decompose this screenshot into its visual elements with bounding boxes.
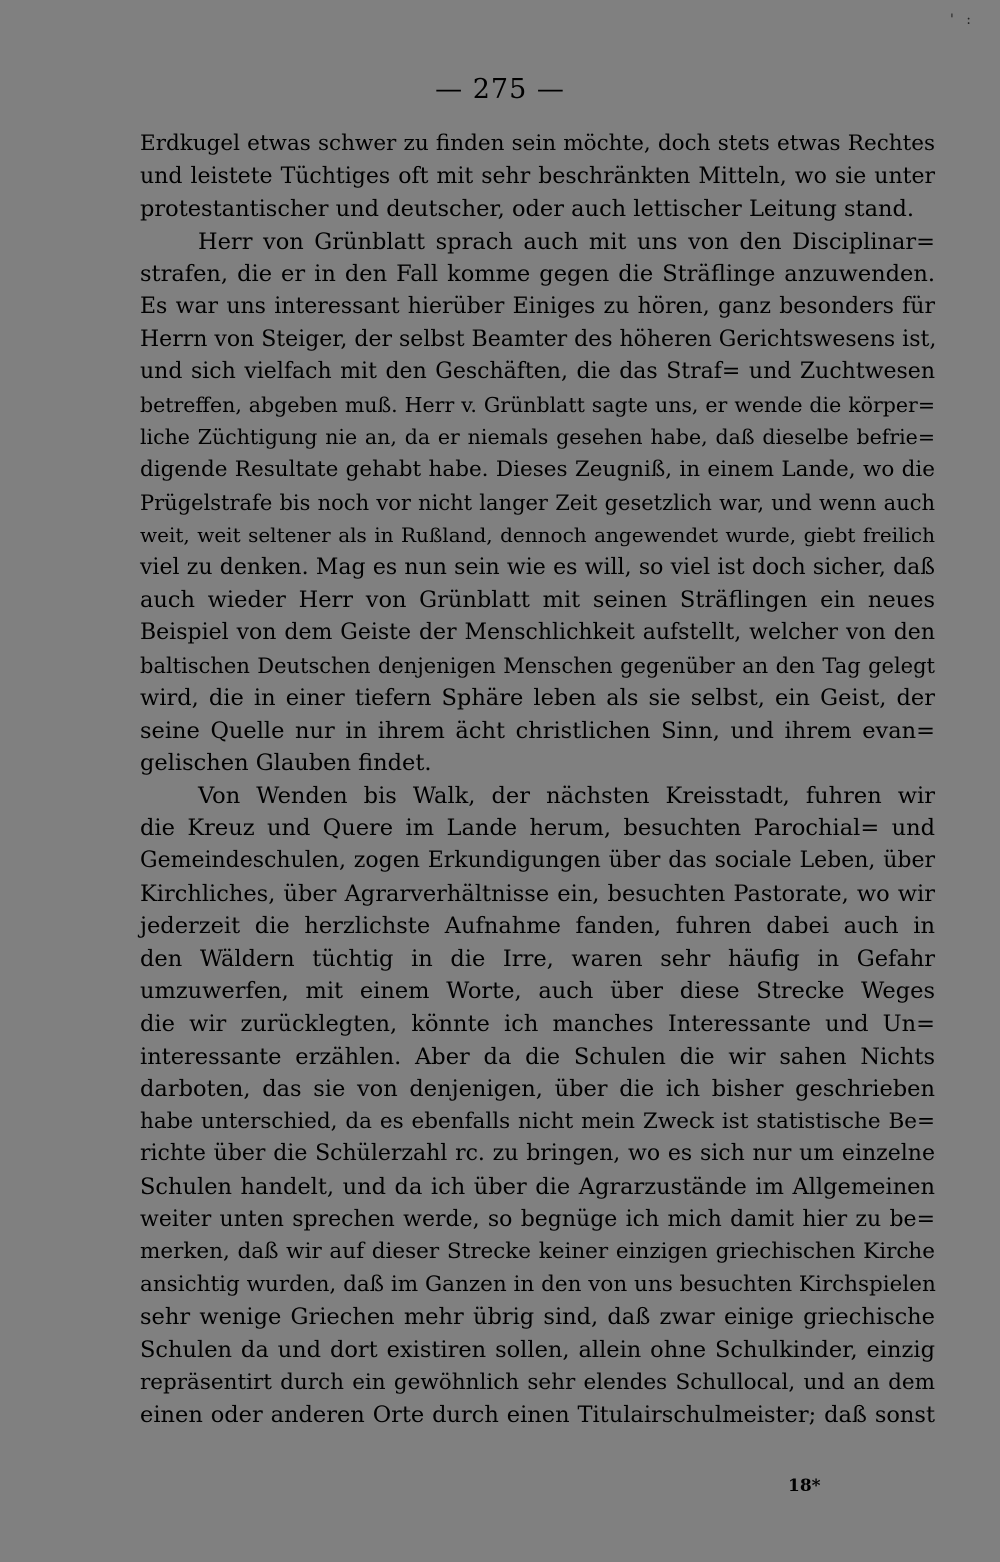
- text-line: habe unterschied, da es ebenfalls nicht mein Zweck ist statistische Be=: [140, 1108, 935, 1134]
- page-number: — 275 —: [435, 74, 565, 105]
- text-line: merken, daß wir auf dieser Strecke keiner einzigen griechischen Kirche: [140, 1239, 935, 1265]
- text-line: umzuwerfen, mit einem Worte, auch über diese Strecke Weges: [140, 978, 935, 1005]
- text-line: auch wieder Herr von Grünblatt mit seinen Sträflingen ein neues: [140, 587, 935, 614]
- text-line: Erdkugel etwas schwer zu finden sein möchte, doch stets etwas Rechtes: [140, 131, 935, 156]
- text-line: gelischen Glauben findet.: [140, 750, 432, 777]
- text-line: Kirchliches, über Agrarverhältnisse ein, besuchten Pastorate, wo wir: [140, 880, 935, 907]
- body-text: [140, 128, 935, 1432]
- text-line: Gemeindeschulen, zogen Erkundigungen über das sociale Leben, über: [140, 848, 935, 874]
- text-line: liche Züchtigung nie an, da er niemals gesehen habe, daß dieselbe befrie=: [140, 425, 935, 450]
- text-line: Beispiel von dem Geiste der Menschlichkeit aufstellt, welcher von den: [140, 619, 935, 645]
- text-line: betreffen, abgeben muß. Herr v. Grünblatt sagte uns, er wende die körper=: [140, 392, 935, 417]
- text-line: darboten, das sie von denjenigen, über die ich bisher geschrieben: [140, 1076, 935, 1103]
- text-line: repräsentirt durch ein gewöhnlich sehr elendes Schullocal, und an dem: [140, 1369, 935, 1395]
- text-line: und leistete Tüchtiges oft mit sehr beschränkten Mitteln, wo sie unter: [140, 163, 935, 189]
- text-line: seine Quelle nur in ihrem ächt christlichen Sinn, und ihrem evan=: [140, 717, 935, 744]
- text-line: und sich vielfach mit den Geschäften, die das Straf= und Zuchtwesen: [140, 359, 935, 385]
- text-line: die Kreuz und Quere im Lande herum, besuchten Parochial= und: [140, 815, 935, 842]
- text-line: baltischen Deutschen denjenigen Menschen gegenüber an den Tag gelegt: [140, 653, 935, 678]
- margin-marks: ' :: [950, 12, 976, 28]
- text-line: ansichtig wurden, daß im Ganzen in den von uns besuchten Kirchspielen: [140, 1271, 936, 1297]
- text-line: Es war uns interessant hierüber Einiges zu hören, ganz besonders für: [140, 293, 935, 319]
- text-line: den Wäldern tüchtig in die Irre, waren sehr häufig in Gefahr: [140, 945, 935, 972]
- text-line: einen oder anderen Orte durch einen Titulairschulmeister; daß sonst: [140, 1402, 935, 1429]
- text-line: Von Wenden bis Walk, der nächsten Kreisstadt, fuhren wir: [198, 782, 935, 809]
- text-line: die wir zurücklegten, könnte ich manches Interessante und Un=: [140, 1011, 935, 1038]
- text-line: Schulen da und dort existiren sollen, allein ohne Schulkinder, einzig: [140, 1336, 935, 1363]
- text-line: Herr von Grünblatt sprach auch mit uns von den Disciplinar=: [198, 228, 935, 255]
- text-line: Schulen handelt, und da ich über die Agrarzustände im Allgemeinen: [140, 1174, 935, 1200]
- text-line: digende Resultate gehabt habe. Dieses Zeugniß, in einem Lande, wo die: [140, 456, 935, 482]
- text-line: richte über die Schülerzahl rc. zu bringen, wo es sich nur um einzelne: [140, 1141, 935, 1167]
- text-line: interessante erzählen. Aber da die Schulen die wir sahen Nichts: [140, 1043, 935, 1070]
- signature-mark: 18*: [788, 1476, 821, 1496]
- text-line: Prügelstrafe bis noch vor nicht langer Zeit gesetzlich war, und wenn auch: [140, 490, 935, 515]
- text-line: weiter unten sprechen werde, so begnüge ich mich damit hier zu be=: [140, 1206, 935, 1232]
- text-line: protestantischer und deutscher, oder auch lettischer Leitung stand.: [140, 196, 915, 223]
- text-line: sehr wenige Griechen mehr übrig sind, daß zwar einige griechische: [140, 1304, 935, 1331]
- text-line: wird, die in einer tiefern Sphäre leben als sie selbst, ein Geist, der: [140, 685, 935, 712]
- text-line: strafen, die er in den Fall komme gegen die Sträflinge anzuwenden.: [140, 261, 935, 288]
- text-line: viel zu denken. Mag es nun sein wie es will, so viel ist doch sicher, daß: [140, 554, 935, 580]
- text-line: jederzeit die herzlichste Aufnahme fanden, fuhren dabei auch in: [140, 913, 935, 940]
- text-line: Herrn von Steiger, der selbst Beamter des höheren Gerichtswesens ist,: [140, 326, 937, 352]
- text-line: weit, weit seltener als in Rußland, dennoch angewendet wurde, giebt freilich: [140, 523, 935, 548]
